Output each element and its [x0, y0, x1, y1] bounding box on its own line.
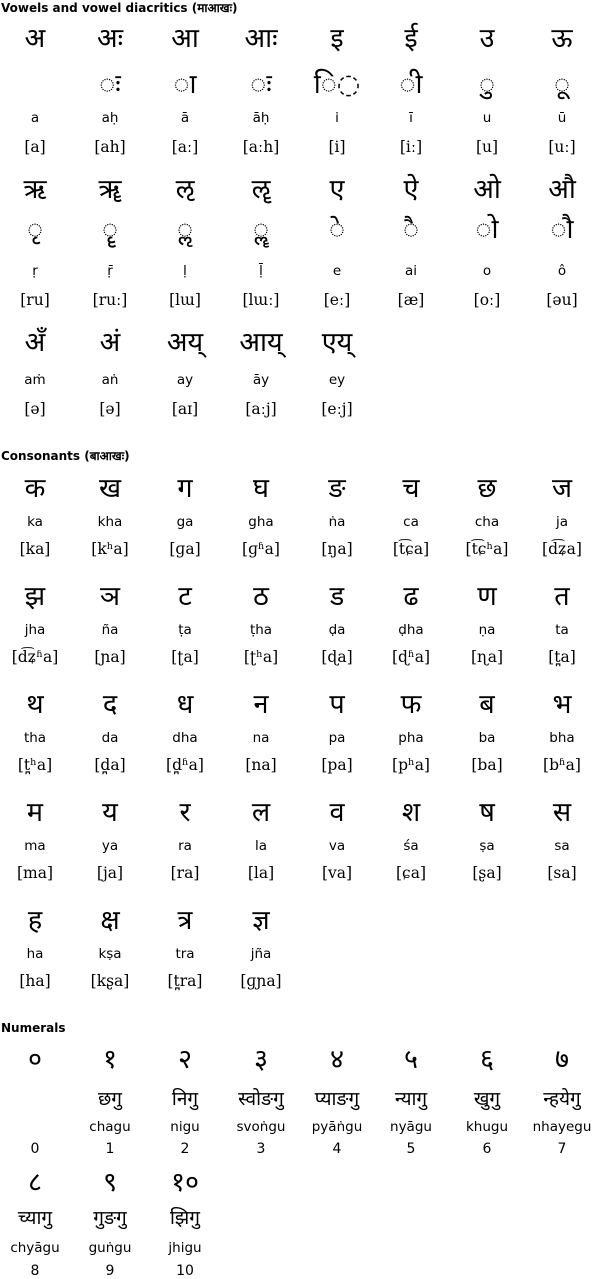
vowel-glyph: अ	[24, 23, 46, 54]
consonant-transliteration: ña	[101, 622, 119, 638]
consonant-glyph: ह	[27, 905, 43, 936]
consonant-transliteration: ta	[555, 622, 569, 638]
consonant-ipa: [ʂa]	[472, 864, 502, 882]
consonant-glyph: ख	[98, 473, 122, 504]
vowel-transliteration: ū	[557, 110, 567, 126]
vowel-glyph: ऋ	[23, 174, 47, 205]
numeral-word: निगु	[171, 1088, 199, 1110]
consonant-ipa: [d̪a]	[94, 756, 126, 774]
consonant-transliteration: sa	[554, 838, 570, 854]
vowel-ipa: [eːj]	[321, 400, 353, 418]
consonant-glyph: त	[554, 581, 570, 612]
vowel-ipa: [əu]	[546, 291, 578, 309]
vowel-glyph: ई	[404, 23, 418, 54]
consonant-transliteration: ṇa	[478, 622, 496, 638]
vowel-transliteration: aṁ	[24, 372, 46, 388]
numeral-glyph: १०	[170, 1167, 200, 1198]
vowel-glyph: आः	[244, 23, 278, 54]
vowel-transliteration: āḥ	[252, 110, 270, 126]
vowel-ipa: [ru]	[20, 291, 50, 309]
consonant-glyph: फ	[400, 689, 422, 720]
consonant-transliteration: ca	[403, 514, 419, 530]
consonant-glyph: छ	[477, 473, 497, 504]
numeral-value: 10	[176, 1263, 194, 1279]
numeral-word: प्याङगु	[314, 1088, 360, 1110]
consonant-transliteration: ṅa	[328, 514, 346, 530]
consonants-heading: Consonants (बाआखः)	[1, 449, 130, 463]
numeral-value: 2	[180, 1141, 190, 1157]
vowel-glyph: अय्	[166, 327, 204, 358]
vowel-ipa: [ah]	[94, 138, 126, 156]
vowel-diacritic: ◌ा	[173, 69, 197, 100]
vowel-diacritic: ◌ौ	[550, 214, 574, 245]
consonant-transliteration: kha	[97, 514, 123, 530]
consonant-transliteration: ṭha	[249, 622, 273, 638]
vowel-glyph: उ	[479, 23, 495, 54]
numeral-word: छगु	[97, 1088, 123, 1110]
vowel-transliteration: ô	[557, 263, 567, 279]
consonant-ipa: [na]	[245, 756, 277, 774]
consonant-transliteration: ka	[27, 514, 43, 530]
vowel-diacritic: ◌ै	[402, 214, 420, 245]
vowel-glyph: आय्	[239, 327, 283, 358]
consonant-glyph: झ	[24, 581, 46, 612]
numeral-transliteration: khugu	[465, 1119, 509, 1135]
consonant-transliteration: tha	[23, 730, 47, 746]
consonant-ipa: [ma]	[16, 864, 54, 882]
consonant-glyph: ष	[479, 797, 495, 828]
consonant-transliteration: ṣa	[479, 838, 495, 854]
vowel-diacritic: ◌ॣ	[252, 214, 270, 245]
vowel-glyph: अँ	[24, 327, 46, 358]
consonant-ipa: [ŋa]	[321, 540, 353, 558]
vowel-glyph: ऐ	[403, 174, 419, 205]
consonant-ipa: [d͡ʑʱa]	[11, 648, 59, 666]
vowel-ipa: [ə]	[99, 400, 121, 418]
consonant-ipa: [bʱa]	[543, 756, 581, 774]
numeral-value: 0	[30, 1141, 40, 1157]
numeral-word: गुङगु	[93, 1207, 127, 1229]
consonant-transliteration: jha	[24, 622, 46, 638]
vowel-transliteration: e	[332, 263, 342, 279]
consonant-transliteration: ḍha	[398, 622, 424, 638]
consonant-transliteration: na	[252, 730, 270, 746]
vowel-transliteration: ai	[404, 263, 418, 279]
consonant-ipa: [ha]	[19, 972, 51, 990]
consonant-ipa: [ɖa]	[321, 648, 353, 666]
consonant-ipa: [pa]	[321, 756, 353, 774]
consonant-transliteration: ṭa	[178, 622, 192, 638]
consonant-ipa: [d͡ʑa]	[542, 540, 582, 558]
consonant-transliteration: ma	[24, 838, 46, 854]
numeral-glyph: ९	[102, 1167, 118, 1198]
consonant-glyph: ल	[251, 797, 271, 828]
vowel-ipa: [oː]	[473, 291, 501, 309]
numeral-value: 7	[557, 1141, 567, 1157]
vowel-transliteration: ḹ	[259, 263, 263, 279]
consonant-ipa: [ba]	[471, 756, 503, 774]
numeral-glyph: ८	[27, 1167, 43, 1198]
numeral-word: च्यागु	[17, 1207, 53, 1229]
numeral-word: न्हयेगु	[543, 1088, 581, 1110]
vowel-transliteration: o	[482, 263, 492, 279]
vowel-glyph: ऌ	[175, 174, 195, 205]
consonant-ipa: [t͡ɕʰa]	[465, 540, 509, 558]
vowel-transliteration: i	[335, 110, 339, 126]
numeral-word: झिगु	[170, 1207, 200, 1229]
vowel-ipa: [lɯ]	[169, 291, 201, 309]
vowel-glyph: अं	[99, 327, 121, 358]
consonant-transliteration: cha	[474, 514, 500, 530]
consonant-transliteration: ya	[101, 838, 119, 854]
vowel-transliteration: ā	[180, 110, 190, 126]
numeral-word: न्यागु	[394, 1088, 428, 1110]
vowel-diacritic: ◌ः	[99, 69, 121, 100]
vowel-ipa: [ruː]	[92, 291, 128, 309]
consonant-ipa: [ra]	[170, 864, 200, 882]
vowel-ipa: [aɪ]	[171, 400, 199, 418]
vowel-glyph: ऊ	[551, 23, 573, 54]
numeral-glyph: ३	[253, 1044, 269, 1075]
consonant-glyph: व	[329, 797, 345, 828]
consonant-transliteration: da	[101, 730, 119, 746]
consonant-glyph: स	[552, 797, 572, 828]
consonant-ipa: [ɳa]	[470, 648, 504, 666]
consonant-ipa: [kʂa]	[90, 972, 130, 990]
vowel-diacritic: ◌ः	[250, 69, 272, 100]
consonant-transliteration: ḍa	[328, 622, 346, 638]
consonant-glyph: प	[329, 689, 345, 720]
consonant-transliteration: la	[254, 838, 268, 854]
vowel-glyph: औ	[548, 174, 576, 205]
vowel-transliteration: ey	[328, 372, 346, 388]
vowel-ipa: [aːh]	[242, 138, 280, 156]
consonant-glyph: द	[102, 689, 118, 720]
consonant-glyph: ञ	[99, 581, 121, 612]
consonant-ipa: [la]	[247, 864, 275, 882]
numeral-glyph: १	[102, 1044, 118, 1075]
consonant-glyph: ड	[329, 581, 345, 612]
vowel-transliteration: ī	[409, 110, 413, 126]
consonant-transliteration: dha	[172, 730, 198, 746]
consonant-glyph: क	[24, 473, 46, 504]
vowel-ipa: [u]	[475, 138, 499, 156]
numeral-transliteration: nhayegu	[532, 1119, 592, 1135]
numeral-value: 4	[332, 1141, 342, 1157]
consonant-ipa: [ʈa]	[171, 648, 199, 666]
vowel-diacritic: ◌ू	[553, 69, 571, 100]
vowel-ipa: [aːj]	[245, 400, 277, 418]
vowel-ipa: [aː]	[171, 138, 199, 156]
vowel-ipa: [iː]	[399, 138, 423, 156]
vowel-transliteration: aḥ	[101, 110, 119, 126]
consonant-glyph: य	[102, 797, 118, 828]
vowel-ipa: [eː]	[323, 291, 351, 309]
consonant-transliteration: pa	[328, 730, 346, 746]
consonant-transliteration: jña	[250, 946, 272, 962]
vowel-glyph: ॠ	[98, 174, 122, 205]
numeral-transliteration: pyāṅgu	[311, 1119, 363, 1135]
consonant-transliteration: va	[328, 838, 346, 854]
vowel-diacritic: ◌ॢ	[176, 214, 194, 245]
vowel-transliteration: ṛ	[32, 263, 38, 279]
consonant-glyph: ध	[176, 689, 194, 720]
numeral-glyph: २	[177, 1044, 193, 1075]
consonant-glyph: ब	[479, 689, 495, 720]
consonant-ipa: [va]	[321, 864, 353, 882]
vowel-glyph: इ	[330, 23, 344, 54]
vowel-glyph: ओ	[473, 174, 501, 205]
numeral-transliteration: chyāgu	[10, 1240, 60, 1256]
consonant-ipa: [ʈʰa]	[243, 648, 279, 666]
consonant-glyph: च	[402, 473, 420, 504]
vowel-transliteration: ḷ	[183, 263, 187, 279]
numerals-heading: Numerals	[1, 1021, 66, 1035]
consonant-transliteration: ha	[26, 946, 44, 962]
vowel-transliteration: ay	[176, 372, 194, 388]
consonant-ipa: [t̪ʰa]	[17, 756, 53, 774]
vowel-ipa: [ə]	[24, 400, 46, 418]
numeral-glyph: ७	[554, 1044, 570, 1075]
numeral-transliteration: chagu	[89, 1119, 131, 1135]
numeral-transliteration: svoṅgu	[236, 1119, 286, 1135]
consonant-transliteration: śa	[403, 838, 419, 854]
vowel-ipa: [uː]	[548, 138, 576, 156]
consonant-ipa: [ja]	[96, 864, 124, 882]
numeral-transliteration: nyāgu	[390, 1119, 432, 1135]
vowel-ipa: [i]	[328, 138, 346, 156]
consonant-ipa: [kʰa]	[91, 540, 129, 558]
consonant-ipa: [ka]	[19, 540, 51, 558]
numeral-value: 8	[30, 1263, 40, 1279]
numeral-transliteration: jhigu	[168, 1240, 202, 1256]
consonant-glyph: ढ	[403, 581, 419, 612]
vowel-ipa: [lɯː]	[242, 291, 280, 309]
vowel-diacritic: ि◌	[313, 69, 361, 100]
vowel-ipa: [a]	[24, 138, 46, 156]
consonant-transliteration: tra	[175, 946, 195, 962]
consonant-ipa: [sa]	[547, 864, 577, 882]
vowel-diacritic: ◌ृ	[26, 214, 44, 245]
consonant-ipa: [d̪ʱa]	[166, 756, 204, 774]
consonant-glyph: ज्ञ	[252, 905, 270, 936]
consonant-ipa: [t̪a]	[548, 648, 576, 666]
numeral-value: 5	[406, 1141, 416, 1157]
consonant-glyph: न	[253, 689, 269, 720]
consonant-ipa: [ɡa]	[169, 540, 201, 558]
consonant-glyph: भ	[552, 689, 572, 720]
numeral-glyph: ०	[27, 1044, 43, 1075]
consonant-ipa: [ɖʱa]	[391, 648, 431, 666]
consonant-transliteration: kṣa	[98, 946, 122, 962]
vowel-glyph: ॡ	[251, 174, 271, 205]
numeral-value: 1	[105, 1141, 115, 1157]
numeral-value: 6	[482, 1141, 492, 1157]
consonant-transliteration: ga	[176, 514, 194, 530]
consonant-glyph: घ	[253, 473, 269, 504]
numeral-word: स्वोङगु	[238, 1088, 284, 1110]
vowel-glyph: आ	[171, 23, 199, 54]
consonant-transliteration: bha	[549, 730, 575, 746]
vowel-glyph: अः	[96, 23, 124, 54]
consonant-glyph: ण	[477, 581, 497, 612]
numeral-transliteration: nigu	[170, 1119, 200, 1135]
consonant-glyph: क्ष	[100, 905, 120, 936]
consonant-ipa: [ɡʱa]	[242, 540, 280, 558]
vowel-glyph: ए	[329, 174, 345, 205]
consonant-glyph: ठ	[253, 581, 269, 612]
vowel-diacritic: ◌ॄ	[101, 214, 119, 245]
consonant-glyph: म	[26, 797, 44, 828]
vowel-transliteration: āy	[252, 372, 270, 388]
vowel-transliteration: u	[482, 110, 492, 126]
numeral-value: 9	[105, 1263, 115, 1279]
numeral-word: खुगु	[473, 1088, 501, 1110]
numeral-glyph: ४	[329, 1044, 345, 1075]
numeral-glyph: ५	[403, 1044, 419, 1075]
vowel-diacritic: ◌े	[328, 214, 346, 245]
consonant-glyph: ट	[178, 581, 192, 612]
consonant-ipa: [t͡ɕa]	[392, 540, 430, 558]
consonant-glyph: ग	[177, 473, 193, 504]
consonant-ipa: [ɲa]	[94, 648, 126, 666]
consonant-glyph: ङ	[328, 473, 346, 504]
vowel-transliteration: a	[30, 110, 40, 126]
consonant-glyph: र	[179, 797, 191, 828]
vowel-diacritic: ◌ु	[478, 69, 496, 100]
consonant-ipa: [pʰa]	[392, 756, 430, 774]
consonant-glyph: श	[401, 797, 421, 828]
consonant-transliteration: gha	[248, 514, 274, 530]
numeral-transliteration: guṅgu	[88, 1240, 132, 1256]
vowels-heading: Vowels and vowel diacritics (माआखः)	[1, 1, 238, 15]
consonant-ipa: [ɡɲa]	[240, 972, 282, 990]
consonant-glyph: थ	[26, 689, 44, 720]
consonant-ipa: [ɕa]	[395, 864, 427, 882]
vowel-glyph: एय्	[321, 327, 353, 358]
consonant-transliteration: ja	[555, 514, 569, 530]
consonant-transliteration: pha	[398, 730, 424, 746]
consonant-glyph: ज	[551, 473, 573, 504]
vowel-transliteration: ṝ	[107, 263, 113, 279]
numeral-glyph: ६	[479, 1044, 495, 1075]
vowel-ipa: [æ]	[397, 291, 425, 309]
vowel-transliteration: aṅ	[101, 372, 119, 388]
vowel-diacritic: ◌ी	[399, 69, 423, 100]
vowel-diacritic: ◌ो	[475, 214, 499, 245]
consonant-glyph: त्र	[177, 905, 193, 936]
numeral-value: 3	[256, 1141, 266, 1157]
consonant-transliteration: ba	[478, 730, 496, 746]
consonant-ipa: [t̪ra]	[167, 972, 203, 990]
consonant-transliteration: ra	[178, 838, 192, 854]
